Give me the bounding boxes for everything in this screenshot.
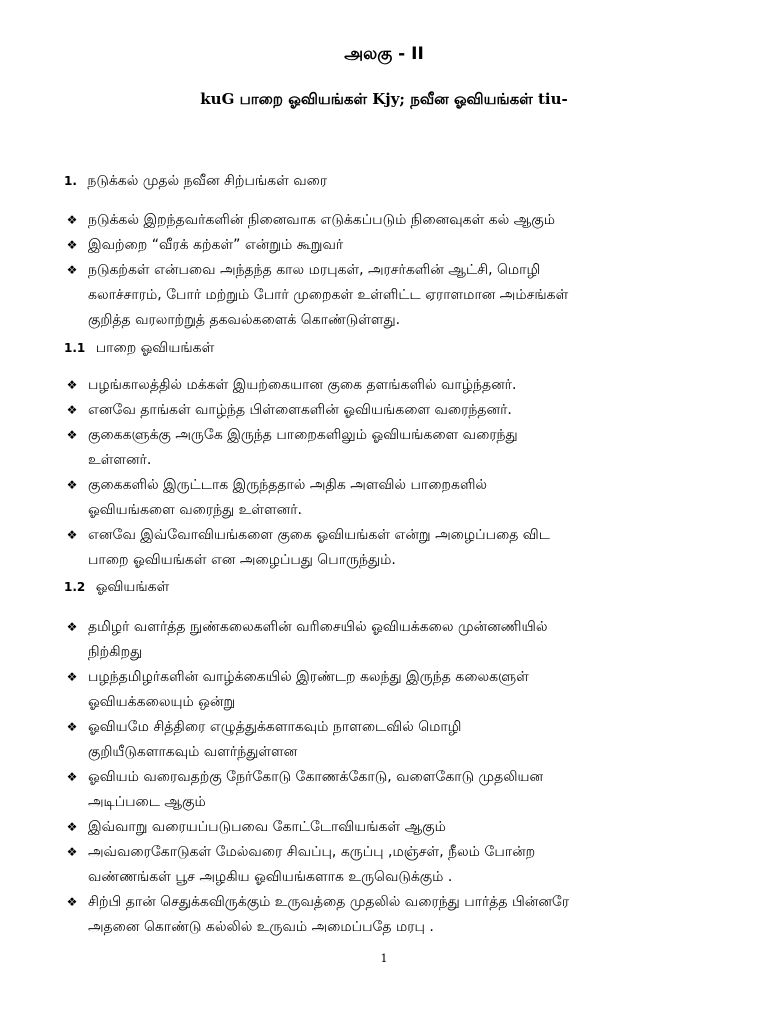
bullet-diamond-icon: ❖ (66, 403, 78, 417)
bullet-diamond-icon: ❖ (66, 213, 78, 227)
section-1-title: நடுக்கல் முதல் நவீன சிற்பங்கள் வரை (87, 173, 328, 189)
bullet-diamond-icon: ❖ (66, 845, 78, 859)
list-item-text: ஓவியமே சித்திரை எழுத்துக்களாகவும் நாளடைவில் மொழி (88, 719, 462, 735)
list-item-text: உள்ளனர். (88, 452, 152, 468)
list-item-text: கலாச்சாரம், போர் மற்றும் போர் முறைகள் உள்ளிட்ட ஏராளமான அம்சங்கள் (88, 287, 569, 303)
bullet-diamond-icon: ❖ (66, 238, 78, 252)
bullet-diamond-icon: ❖ (66, 895, 78, 909)
section-1-heading (64, 173, 327, 191)
section-1-2-list (64, 615, 714, 940)
list-item (64, 233, 714, 258)
list-item-text: குறித்த வரலாற்றுத் தகவல்களைக் கொண்டுள்ளது. (88, 312, 401, 328)
list-item (64, 523, 714, 573)
list-item-text: நடுக்கல் இறந்தவர்களின் நினைவாக எடுக்கப்படும் நினைவுகள் கல் ஆகும் (88, 212, 556, 228)
section-1-1-heading (64, 340, 214, 358)
list-item-text: வண்ணங்கள் பூச அழகிய ஓவியங்களாக உருவெடுக்கும் . (88, 869, 453, 885)
list-item-text: ஓவியங்களை வரைந்து உள்ளனர். (88, 502, 302, 518)
section-1-2-title: ஓவியங்கள் (95, 579, 170, 595)
list-item (64, 615, 714, 665)
list-item (64, 765, 714, 815)
list-item-text: எனவே தாங்கள் வாழ்ந்த பிள்ளைகளின் ஓவியங்களை வரைந்தனர். (88, 402, 512, 418)
list-item (64, 423, 714, 473)
list-item (64, 473, 714, 523)
section-1-2-number: 1.2 (64, 580, 86, 594)
section-1-list (64, 208, 714, 333)
section-1-2-heading (64, 579, 169, 597)
bullet-diamond-icon: ❖ (66, 428, 78, 442)
list-item-text: இவற்றை “வீரக் கற்கள்” என்றும் கூறுவர் (88, 237, 344, 253)
list-item-text: குகைகளுக்கு அருகே இருந்த பாறைகளிலும் ஓவியங்களை வரைந்து (88, 427, 518, 443)
list-item (64, 665, 714, 715)
list-item-text: சிற்பி தான் செதுக்கவிருக்கும் உருவத்தை முதலில் வரைந்து பார்த்த பின்னரே (88, 894, 570, 910)
list-item-text: அதனை கொண்டு கல்லில் உருவம் அமைப்பதே மரபு . (88, 919, 434, 935)
section-1-1-list (64, 373, 714, 573)
subtitle-part-3: Kjy; (372, 90, 405, 108)
list-item-text: தமிழர் வளர்த்த நுண்கலைகளின் வரிசையில் ஓவியக்கலை முன்னணியில் (88, 619, 548, 635)
section-1-number: 1. (64, 174, 77, 188)
bullet-diamond-icon: ❖ (66, 770, 78, 784)
list-item-text: பாறை ஓவியங்கள் என அழைப்பது பொருந்தும். (88, 552, 396, 568)
section-1-1-title: பாறை ஓவியங்கள் (95, 340, 215, 356)
list-item (64, 715, 714, 765)
bullet-diamond-icon: ❖ (66, 820, 78, 834)
list-item-text: குகைகளில் இருட்டாக இருந்ததால் அதிக அளவில் பாறைகளில் (88, 477, 488, 493)
list-item-text: நிற்கிறது (88, 644, 143, 660)
document-subtitle (0, 90, 768, 110)
list-item-text: ஓவியக்கலையும் ஒன்று (88, 694, 236, 710)
list-item-text: அடிப்படை ஆகும் (88, 794, 206, 810)
list-item (64, 840, 714, 890)
document-title: அலகு - II (344, 44, 424, 64)
bullet-diamond-icon: ❖ (66, 378, 78, 392)
bullet-diamond-icon: ❖ (66, 528, 78, 542)
list-item (64, 398, 714, 423)
list-item-text: பழந்தமிழர்களின் வாழ்க்கையில் இரண்டற கலந்து இருந்த கலைகளுள் (88, 669, 529, 685)
list-item (64, 258, 714, 333)
list-item (64, 208, 714, 233)
list-item (64, 815, 714, 840)
bullet-diamond-icon: ❖ (66, 720, 78, 734)
list-item-text: பழங்காலத்தில் மக்கள் இயற்கையான குகை தளங்களில் வாழ்ந்தனர். (88, 377, 517, 393)
subtitle-part-4: நவீன ஓவியங்கள் (410, 90, 533, 108)
subtitle-part-5: tiu- (537, 90, 568, 108)
list-item (64, 373, 714, 398)
section-1-1-number: 1.1 (64, 341, 86, 355)
bullet-diamond-icon: ❖ (66, 263, 78, 277)
list-item (64, 890, 714, 940)
page-number: 1 (380, 952, 388, 965)
bullet-diamond-icon: ❖ (66, 620, 78, 634)
bullet-diamond-icon: ❖ (66, 478, 78, 492)
list-item-text: நடுகற்கள் என்பவை அந்தந்த கால மரபுகள், அரசர்களின் ஆட்சி, மொழி (88, 262, 541, 278)
subtitle-part-2: பாறை ஓவியங்கள் (239, 90, 368, 108)
list-item-text: அவ்வரைகோடுகள் மேல்வரை சிவப்பு, கருப்பு ,மஞ்சள், நீலம் போன்ற (88, 844, 536, 860)
bullet-diamond-icon: ❖ (66, 670, 78, 684)
list-item-text: ஓவியம் வரைவதற்கு நேர்கோடு கோணக்கோடு, வளைகோடு முதலியன (88, 769, 544, 785)
subtitle-part-1: kuG (200, 90, 235, 108)
list-item-text: எனவே இவ்வோவியங்களை குகை ஓவியங்கள் என்று அழைப்பதை விட (88, 527, 550, 543)
list-item-text: குறியீடுகளாகவும் வளர்ந்துள்ளன (88, 744, 298, 760)
list-item-text: இவ்வாறு வரையப்படுபவை கோட்டோவியங்கள் ஆகும் (88, 819, 446, 835)
